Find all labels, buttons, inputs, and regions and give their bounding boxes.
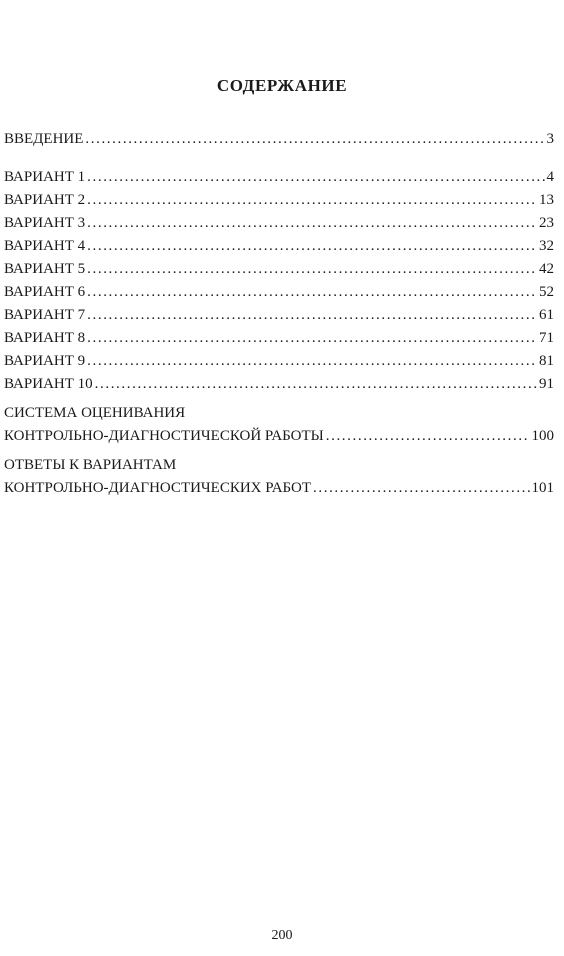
toc-entry-title: ВАРИАНТ 7: [4, 307, 86, 323]
toc-entry-variant-6[interactable]: [4, 281, 554, 304]
dot-leader: [87, 189, 537, 212]
dot-leader: [87, 350, 537, 373]
toc-entry-page: 13: [539, 192, 554, 208]
toc-entry-answers[interactable]: [4, 454, 554, 500]
toc-entry-page: 32: [539, 238, 554, 254]
toc-entry-title: ВАРИАНТ 10: [4, 376, 93, 392]
dot-leader: [313, 477, 529, 500]
toc-entry-variant-3[interactable]: [4, 212, 554, 235]
toc-entry-page: 23: [539, 215, 554, 231]
toc-entry-variant-4[interactable]: [4, 235, 554, 258]
toc-entry-page: 4: [546, 169, 554, 185]
table-of-contents: [4, 128, 554, 500]
toc-entry-grading[interactable]: [4, 402, 554, 448]
toc-entry-variant-1[interactable]: [4, 166, 554, 189]
toc-entry-title: ВАРИАНТ 2: [4, 192, 86, 208]
toc-entry-title: ВАРИАНТ 8: [4, 330, 86, 346]
toc-entry-page: 81: [539, 353, 554, 369]
toc-entry-page: 101: [531, 480, 554, 496]
dot-leader: [87, 281, 537, 304]
toc-entry-page: 52: [539, 284, 554, 300]
dot-leader: [87, 258, 537, 281]
toc-entry-title: ВАРИАНТ 6: [4, 284, 86, 300]
dot-leader: [87, 304, 537, 327]
toc-entry-variant-7[interactable]: [4, 304, 554, 327]
page-number: 200: [271, 928, 293, 943]
toc-entry-title: ВАРИАНТ 1: [4, 169, 86, 185]
toc-entry-page: 71: [539, 330, 554, 346]
toc-entry-title-line-1: ОТВЕТЫ К ВАРИАНТАМ: [4, 457, 177, 473]
toc-entry-title: ВАРИАНТ 3: [4, 215, 86, 231]
dot-leader: [326, 425, 530, 448]
toc-entry-page: 3: [546, 131, 554, 147]
toc-entry-title-line-2: КОНТРОЛЬНО-ДИАГНОСТИЧЕСКОЙ РАБОТЫ: [4, 428, 324, 444]
dot-leader: [87, 327, 537, 350]
page-title: СОДЕРЖАНИЕ: [216, 76, 348, 95]
toc-entry-variant-9[interactable]: [4, 350, 554, 373]
toc-entry-title-line-2: КОНТРОЛЬНО-ДИАГНОСТИЧЕСКИХ РАБОТ: [4, 480, 312, 496]
toc-entry-page: 42: [539, 261, 554, 277]
toc-entry-variant-8[interactable]: [4, 327, 554, 350]
dot-leader: [95, 373, 537, 396]
toc-entry-intro[interactable]: [4, 128, 554, 151]
toc-entry-page: 100: [531, 428, 554, 444]
toc-entry-title: ВАРИАНТ 9: [4, 353, 86, 369]
toc-entry-variant-2[interactable]: [4, 189, 554, 212]
dot-leader: [87, 166, 544, 189]
toc-entry-title: ВАРИАНТ 4: [4, 238, 86, 254]
dot-leader: [87, 212, 537, 235]
toc-entry-title: ВАРИАНТ 5: [4, 261, 86, 277]
dot-leader: [87, 235, 537, 258]
toc-entry-title-line-1: СИСТЕМА ОЦЕНИВАНИЯ: [4, 405, 186, 421]
toc-entry-variant-5[interactable]: [4, 258, 554, 281]
toc-entry-variant-10[interactable]: [4, 373, 554, 396]
dot-leader: [85, 128, 544, 151]
toc-entry-title: ВВЕДЕНИЕ: [4, 131, 84, 147]
toc-entry-page: 91: [539, 376, 554, 392]
toc-entry-page: 61: [539, 307, 554, 323]
